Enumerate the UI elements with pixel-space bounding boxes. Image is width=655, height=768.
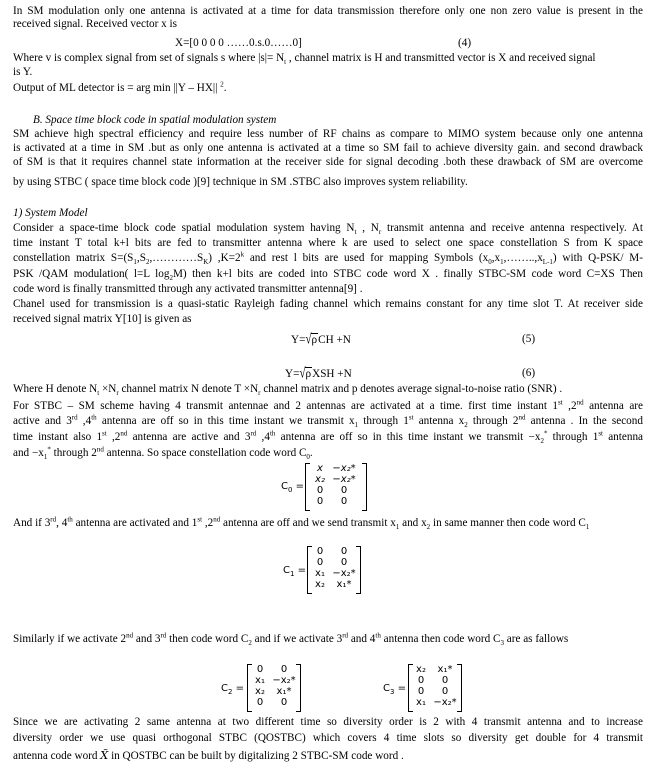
text-line: For STBC – SM scheme having 4 transmit antennae and 2 antennas are activated at a time. first time instant 1st ,2nd antenna are (13, 398, 643, 412)
matrix-label: $C_2$ = (221, 683, 245, 696)
text-line: constellation matrix $S=(S_1,S_2,\dots\dots\dots\dots S_K)$ $,K=2^k$ and rest l bits are used for mapping Symbols $(x_0,x_1,\dots\dots..,x_{L-1})$ with Q-PSK/ M- (13, 250, 643, 267)
text-line: Where H denote $N_t \times N_r$ channel matrix N denote $T \times N_r$ channel matrix and p denotes average signal-to-noise ratio (SNR) . (13, 383, 563, 398)
text-line: time instant T total k+l bits are fed to transmitter antenna where k are used to select one space constellation S from K space (13, 237, 643, 249)
matrix-label: $C_3$ = (383, 683, 407, 696)
equation-5: Y=√ρCH +N (291, 332, 351, 348)
text-line: diversity order we use quasi orthogonal STBC (QOSTBC) which covers 4 time slots so diversity get double for 4 transmit (13, 732, 643, 744)
text-line: SM achieve high spectral efficiency and require less number of RF chains as compare to MIMO system because only one antenna (13, 128, 643, 140)
text-line: Since we are activating 2 same antenna at two different time so diversity order is 2 with 4 transmit antenna and to increase (13, 716, 643, 728)
equation-number: (4) (458, 37, 472, 49)
section-heading: B. Space time block code in spatial modulation system (33, 114, 277, 126)
text-line: by using STBC ( space time block code )[9] technique in SM .STBC also improves system reliability. (13, 176, 468, 188)
matrix-label: $C_0$ = (281, 481, 305, 494)
equation-number: (6) (522, 367, 536, 379)
matrix-c3: $C_3$ = x₂ x₁* 0 0 0 0 x₁ −x₂* (408, 664, 462, 712)
text-line: time instant also 1st ,2nd antenna are active and 3rd ,4th antenna are off so in this time instant we transmit $-x_2^*$ through 1st antenna (13, 429, 644, 446)
equation-4: X=[0 0 0 0 ……0.s.0……0] (175, 37, 302, 49)
text-line: PSK /QAM modulation( l=L $\log_2M$) then k+l bits are coded into STBC code word X . finally STBC-SM code word C=XS Then (13, 268, 643, 283)
text-line: of SM is that it requires channel state information at the receiver side for signal decoding .both these drawback of SM are overcome (13, 156, 643, 168)
text-line: and $-x_1^*$ through 2nd antenna. So space constellation code word $C_0$. (13, 445, 313, 462)
equation-number: (5) (522, 333, 536, 345)
equation-6: Y=√ρXSH +N (285, 366, 352, 382)
text-line: code word is finally transmitted through any activated transmitter antenna[9] . (13, 283, 363, 295)
text-line: Output of ML detector is = arg min ||Y – HX|| $^2$. (13, 80, 227, 94)
matrix-label: $C_1$ = (283, 565, 307, 578)
text-line: In SM modulation only one antenna is activated at a time for data transmission therefore only one non zero value is present in the (13, 5, 643, 17)
text-line: active and 3rd ,4th antenna are off so in this time instant we transmit $x_1$ through 1st antenna $x_2$ through 2nd antenna . In the second (13, 413, 643, 430)
text-line: And if 3rd, 4th antenna are activated and 1st ,2nd antenna are off and we send transmit $x_1$ and $x_2$ in same manner then code word $C_1$ (13, 515, 590, 532)
text-line: Where v is complex signal from set of signals s where $|s|= N_t$ , channel matrix is H and transmitted vector is X and received signal (13, 52, 596, 67)
text-line: received signal matrix Y[10] is given as (13, 313, 192, 325)
matrix-c1: $C_1$ = 0 0 0 0 x₁ −x₂* x₂ x₁* (307, 546, 361, 594)
matrix-c2: $C_2$ = 0 0 x₁ −x₂* x₂ x₁* 0 0 (247, 664, 301, 712)
text-line: is activated at a time in SM .but as only one antenna is activated at a time so SM fail to achieve diversity gain. and second drawback (13, 142, 643, 154)
text-line: Chanel used for transmission is a quasi-static Rayleigh fading channel which remains constant for any time slot T. At receiver side (13, 298, 643, 310)
matrix-c0: $C_0$ = x −x₂* x₂ −x₂* 0 0 0 0 (305, 463, 367, 511)
text-line: received signal. Received vector x is (13, 18, 178, 30)
text-line: Similarly if we activate 2nd and 3rd then code word $C_2$ and if we activate 3rd and 4th antenna then code word $C_3$ are as fallows (13, 631, 569, 648)
subsection-heading: 1) System Model (13, 207, 88, 219)
text-line: Consider a space-time block code spatial modulation system having $N_t$ , $N_r$ transmit antenna and receive antenna respectively. At (13, 222, 643, 237)
text-line: antenna code word X̃ in QOSTBC can be built by digitalizing 2 STBC-SM code word . (13, 749, 404, 762)
text-line: is Y. (13, 66, 33, 78)
